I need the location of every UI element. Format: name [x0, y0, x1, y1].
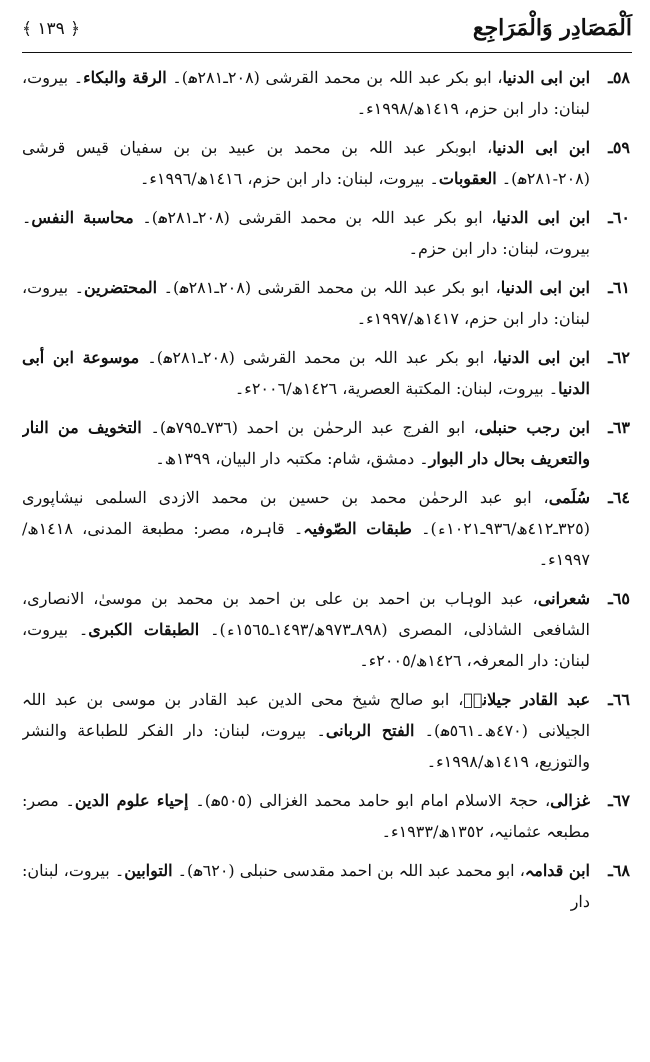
entry-publication: ۔ دمشق، شام: مکتبہ دار البیان، ١٣٩٩ھ۔: [155, 449, 429, 468]
entry-number: ٦١ـ: [608, 278, 630, 297]
entry-author: شعرانی: [537, 589, 590, 608]
entry-text: [22, 785, 590, 847]
entry-author: ابن ابی الدنیا: [500, 278, 590, 297]
entry-title: التخویف من النار والتعریف بحال دار البوار: [22, 418, 590, 468]
entry-number: ٦٨ـ: [608, 861, 630, 880]
entry-details: ، ابو محمد عبد اللہ بن احمد مقدسی حنبلی (٦٢٠ھ)۔: [172, 861, 525, 880]
bibliography-entry: [22, 342, 638, 404]
entry-number: ٦٢ـ: [608, 348, 630, 367]
entry-author: ابن ابی الدنیا: [502, 68, 591, 87]
entry-text: [22, 342, 590, 404]
entry-title: الفتح الربانی: [325, 721, 415, 740]
entry-number: ٦٥ـ: [608, 589, 630, 608]
entry-title: الطبقات الکبری: [88, 620, 200, 639]
entry-title: الرقة والبکاء: [83, 68, 167, 87]
bibliography-list: [22, 62, 638, 1062]
entry-number: ٦٧ـ: [608, 791, 630, 810]
entry-number: ٥٨ـ: [608, 68, 630, 87]
entry-details: ، ابو بکر عبد اللہ بن محمد القرشی (٢٠٨ـ٢٨١ھ)۔: [157, 278, 501, 297]
entry-publication: ۔ بیروت، لبنان: دار ابن حزم، ١٤١٦ھ/١٩٩٦ء۔: [140, 169, 439, 188]
entry-details: ، ابو بکر عبد اللہ بن محمد القرشی (٢٠٨ـ٢٨١ھ)۔: [166, 68, 503, 87]
bibliography-entry: [22, 272, 638, 334]
entry-author: ابن ابی الدنیا: [497, 348, 591, 367]
entry-publication: ۔ بیروت، لبنان: دار الفکر للطباعة والنشر والتوزیع، ١٤١٩ھ/١٩٩٨ء۔: [22, 721, 590, 771]
bibliography-entry: [22, 202, 638, 264]
entry-number: ٦٦ـ: [608, 690, 630, 709]
entry-publication: ۔ بیروت، لبنان: دار ابن حزم، ١٤١٩ھ/١٩٩٨ء۔: [22, 68, 590, 118]
entry-publication: ۔ مصر: مطبعہ عثمانیہ، ١٣٥٢ھ/١٩٣٣ء۔: [22, 791, 590, 841]
entry-details: ، ابوبکر عبد اللہ بن محمد بن عبید بن بن سفیان قیس قرشی (٢٠٨-٢٨١ھ)۔: [22, 138, 590, 188]
entry-publication: ۔ بیروت، لبنان: دار ابن حزم، ١٤١٧ھ/١٩٩٧ء۔: [22, 278, 590, 328]
entry-text: [22, 412, 590, 474]
entry-text: [22, 202, 590, 264]
entry-publication: ۔ بیروت، لبنان: دار المعرفہ، ١٤٢٦ھ/٢٠٠٥ء۔: [22, 620, 590, 670]
entry-publication: ۔ بیروت، لبنان: المکتبة العصریة، ١٤٢٦ھ/٢٠٠٦ء۔: [234, 379, 559, 398]
entry-text: [22, 62, 590, 124]
entry-details: ، ابو عبد الرحمٰن محمد بن حسین بن محمد الازدی السلمی نیشاپوری (٣٢٥ـ٤١٢ھ/٩٣٦ـ١٠٢١ء)۔: [22, 488, 591, 538]
entry-text: [22, 583, 590, 676]
entry-title: موسوعة ابن أبی الدنیا: [22, 348, 590, 398]
entry-title: محاسبة النفس: [31, 208, 134, 227]
entry-title: التوابین: [124, 861, 173, 880]
entry-number: ٦٣ـ: [608, 418, 630, 437]
page-number: ﴿ ١٣٩ ﴾: [22, 18, 81, 39]
entry-author: ابن ابی الدنیا: [492, 138, 591, 157]
entry-number: ٦٠ـ: [608, 208, 630, 227]
entry-publication: ۔ بیروت، لبنان: دار ابن حزم۔: [22, 208, 590, 258]
entry-text: [22, 272, 590, 334]
entry-details: ، ابو الفرج عبد الرحمٰن بن احمد (٧٣٦ـ٧٩٥ھ)۔: [141, 418, 479, 437]
entry-author: عبد القادر جیلانیؒ: [463, 690, 590, 709]
entry-details: ، حجۃ الاسلام امام ابو حامد محمد الغزالی (٥٠٥ھ)۔: [188, 791, 551, 810]
bibliography-entry: [22, 482, 638, 575]
bibliography-entry: [22, 785, 638, 847]
bibliography-entry: [22, 412, 638, 474]
entry-details: ، عبد الوہاب بن احمد بن علی بن احمد بن محمد بن موسیٰ، الانصاری، الشافعی الشاذلی، المصری (٨٩٨ـ٩٧٣ھ/١٤٩٣ـ١٥٦٥ء)۔: [22, 589, 591, 639]
entry-author: ابن رجب حنبلی: [478, 418, 590, 437]
bibliography-entry: [22, 684, 638, 777]
entry-number: ٦٤ـ: [608, 488, 630, 507]
header-rule: [22, 52, 632, 53]
entry-author: سُلَمی: [548, 488, 590, 507]
entry-author: ابن ابی الدنیا: [496, 208, 591, 227]
entry-text: [22, 482, 590, 575]
bibliography-entry: [22, 132, 638, 194]
entry-publication: ۔ بیروت، لبنان: دار: [22, 861, 590, 911]
page-header: [22, 6, 632, 50]
entry-author: ابن قدامہ: [524, 861, 590, 880]
entry-title: العقوبات: [438, 169, 497, 188]
running-title: اَلْمَصَادِر وَالْمَرَاجِع: [472, 15, 632, 41]
entry-title: إحیاء علوم الدین: [74, 791, 189, 810]
entry-details: ، ابو بکر عبد اللہ بن محمد القرشی (٢٠٨ـ٢٨١ھ)۔: [139, 348, 498, 367]
bibliography-entry: [22, 855, 638, 917]
entry-title: طبقات الصّوفیہ: [303, 519, 412, 538]
entry-details: ، ابو بکر عبد اللہ بن محمد القرشی (٢٠٨ـ٢٨١ھ)۔: [133, 208, 497, 227]
entry-text: [22, 855, 590, 917]
bibliography-entry: [22, 62, 638, 124]
entry-details: ، ابو صالح شیخ محی الدین عبد القادر بن موسی بن عبد اللہ الجیلانی (٤٧٠ھ۔٥٦١ھ)۔: [22, 690, 591, 740]
bibliography-entry: [22, 583, 638, 676]
entry-title: المحتضرین: [83, 278, 158, 297]
entry-publication: ۔ قاہرہ، مصر: مطبعة المدنی، ١٤١٨ھ/١٩٩٧ء۔: [22, 519, 590, 569]
entry-number: ٥٩ـ: [608, 138, 630, 157]
entry-text: [22, 132, 590, 194]
entry-author: غزالی: [550, 791, 590, 810]
entry-text: [22, 684, 590, 777]
